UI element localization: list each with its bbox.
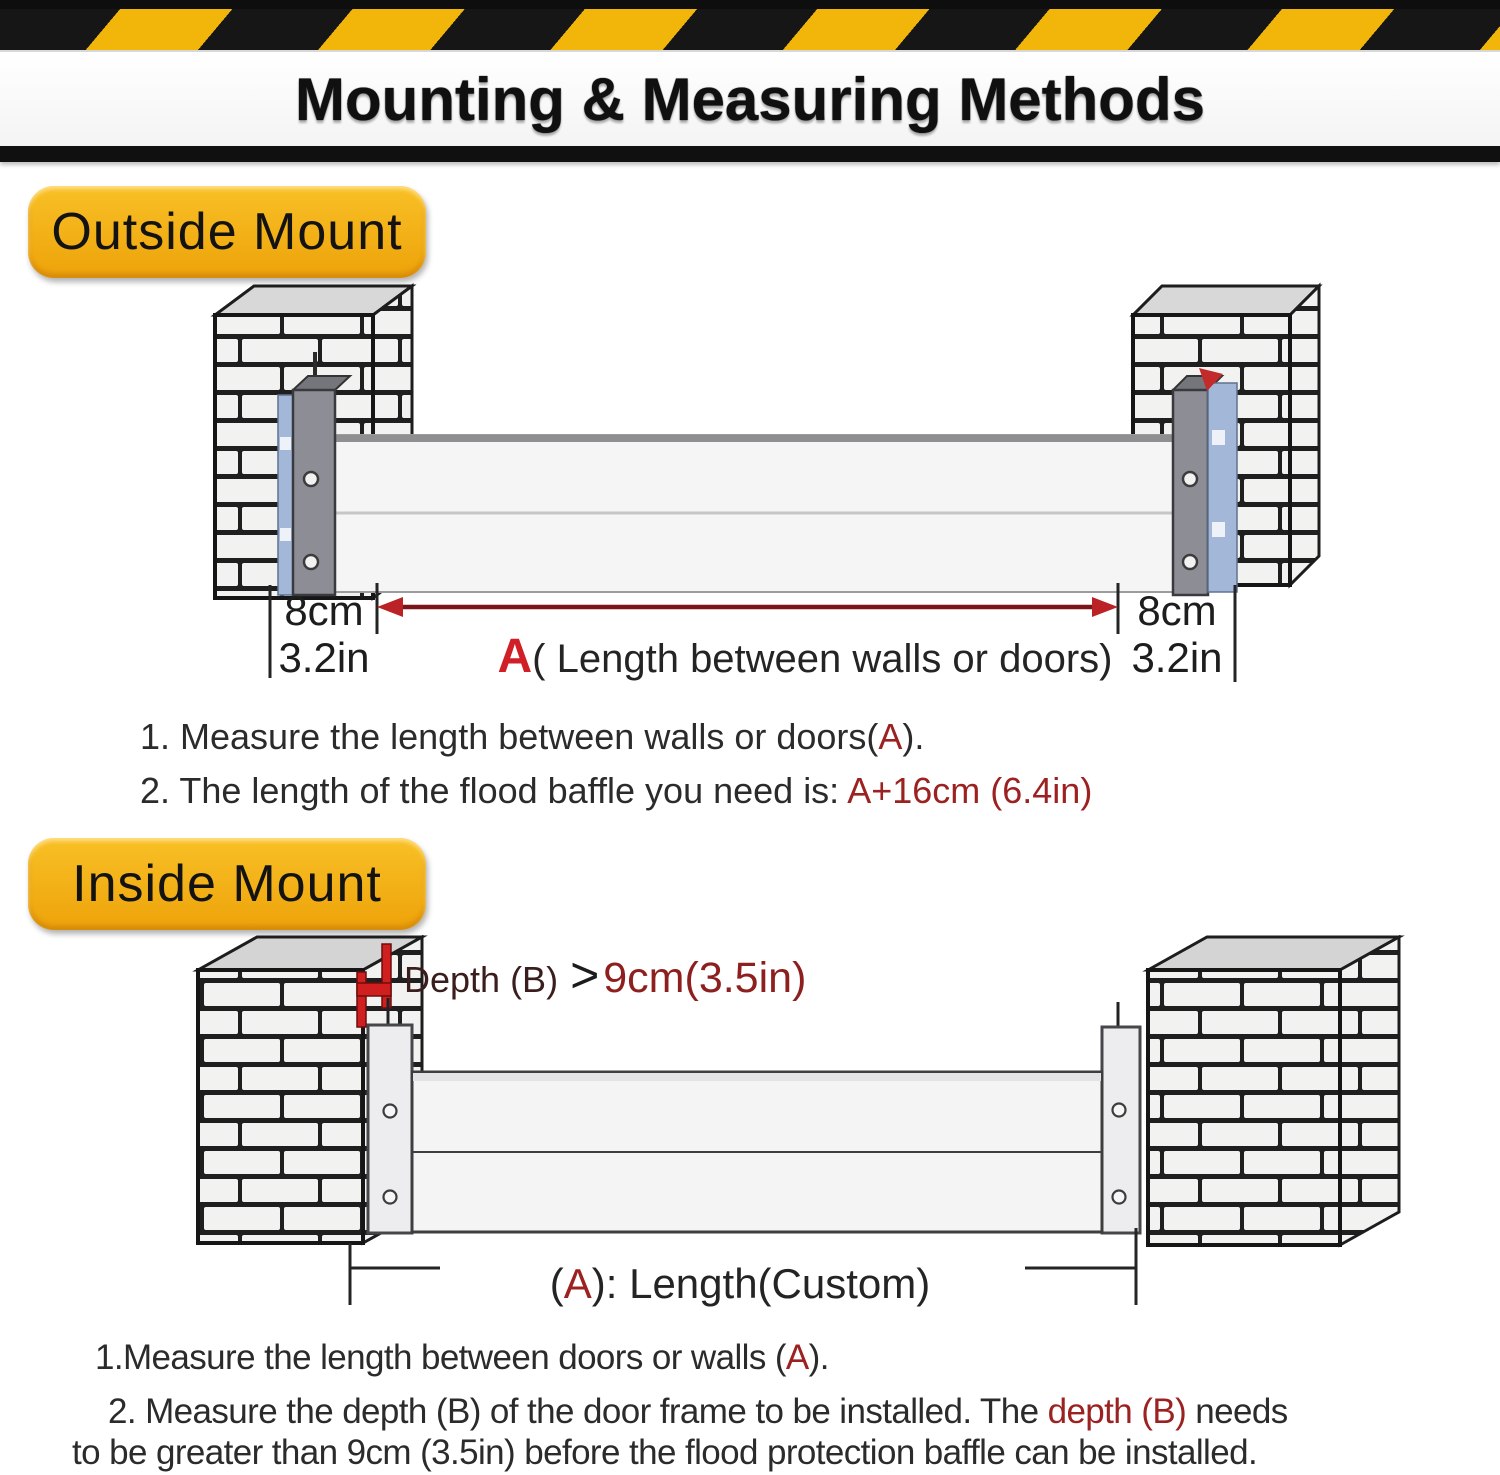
- inside-step-2-line-1: [108, 1392, 1288, 1432]
- seal-strip-right: [1208, 383, 1237, 592]
- outside-step-1: [140, 716, 924, 758]
- outside-span-label: [485, 629, 1125, 684]
- inside-step-2-line-2: [72, 1433, 1257, 1473]
- mounting-channel-right-inside: [1102, 1027, 1140, 1233]
- span-accent-A-inside: A: [563, 1260, 592, 1307]
- inside-step2-tail: needs: [1186, 1392, 1288, 1431]
- dim-left-in: 3.2in: [278, 634, 370, 681]
- mounting-channel-left-inside: [368, 1025, 412, 1233]
- inside-step1-tail: ).: [808, 1338, 829, 1377]
- top-black-bar: [0, 0, 1500, 9]
- title-band: [0, 52, 1500, 146]
- inside-step2-line2-text: to be greater than 9cm (3.5in) before the flood protection baffle can be installed.: [72, 1433, 1258, 1472]
- screw: [1113, 1191, 1126, 1204]
- outside-step1-text: 1. Measure the length between walls or doors(: [140, 716, 879, 757]
- inside-step-1: [95, 1338, 829, 1378]
- inside-mount-badge: [28, 838, 426, 930]
- seal-strip-left: [278, 395, 293, 595]
- page-title: Mounting & Measuring Methods: [295, 65, 1205, 133]
- screw: [1113, 1104, 1126, 1117]
- dimension-arrow: [377, 597, 1118, 617]
- inside-step2-text: 2. Measure the depth (B) of the door frame to be installed. The: [108, 1392, 1048, 1431]
- dim-left-label: [274, 587, 374, 681]
- inside-step1-text: 1.Measure the length between doors or walls (: [95, 1338, 786, 1377]
- brick-pillar-right-inside: [1148, 937, 1399, 1245]
- flood-barrier-panels: [335, 435, 1173, 592]
- inside-mount-badge-label: Inside Mount: [72, 855, 382, 913]
- outside-step1-accent: A: [878, 716, 903, 757]
- inside-span-label: [450, 1260, 1030, 1308]
- flood-barrier-panels-inside: [412, 1072, 1102, 1232]
- inside-step2-accent: depth (B): [1047, 1392, 1187, 1431]
- outside-step2-accent: A+16cm (6.4in): [847, 770, 1093, 811]
- outside-mount-badge: [28, 186, 426, 278]
- dim-left-cm: 8cm: [284, 587, 364, 634]
- outside-mount-badge-label: Outside Mount: [51, 203, 403, 261]
- screw: [384, 1191, 397, 1204]
- depth-value: 9cm(3.5in): [603, 954, 807, 1002]
- span-post: ): Length(Custom): [591, 1260, 931, 1307]
- greater-than-sign: >: [570, 947, 600, 1003]
- inside-step1-accent: A: [785, 1338, 809, 1377]
- span-pre: (: [549, 1260, 564, 1307]
- screw: [304, 555, 318, 569]
- depth-annotation: [404, 946, 806, 1004]
- screw: [384, 1105, 397, 1118]
- dim-right-in: 3.2in: [1131, 634, 1223, 681]
- outside-step-2: [140, 770, 1092, 812]
- depth-label: Depth (B): [404, 959, 559, 1000]
- screw: [1183, 472, 1197, 486]
- caution-stripe-banner: [0, 9, 1500, 52]
- screw: [1183, 555, 1197, 569]
- screw: [304, 472, 318, 486]
- dim-right-cm: 8cm: [1137, 587, 1217, 634]
- span-rest: ( Length between walls or doors): [532, 637, 1113, 681]
- dim-right-label: [1121, 587, 1233, 681]
- outside-step2-text: 2. The length of the flood baffle you need is:: [140, 770, 848, 811]
- span-accent-A: A: [497, 630, 533, 683]
- title-band-divider: [0, 146, 1500, 162]
- outside-step1-tail: ).: [902, 716, 925, 757]
